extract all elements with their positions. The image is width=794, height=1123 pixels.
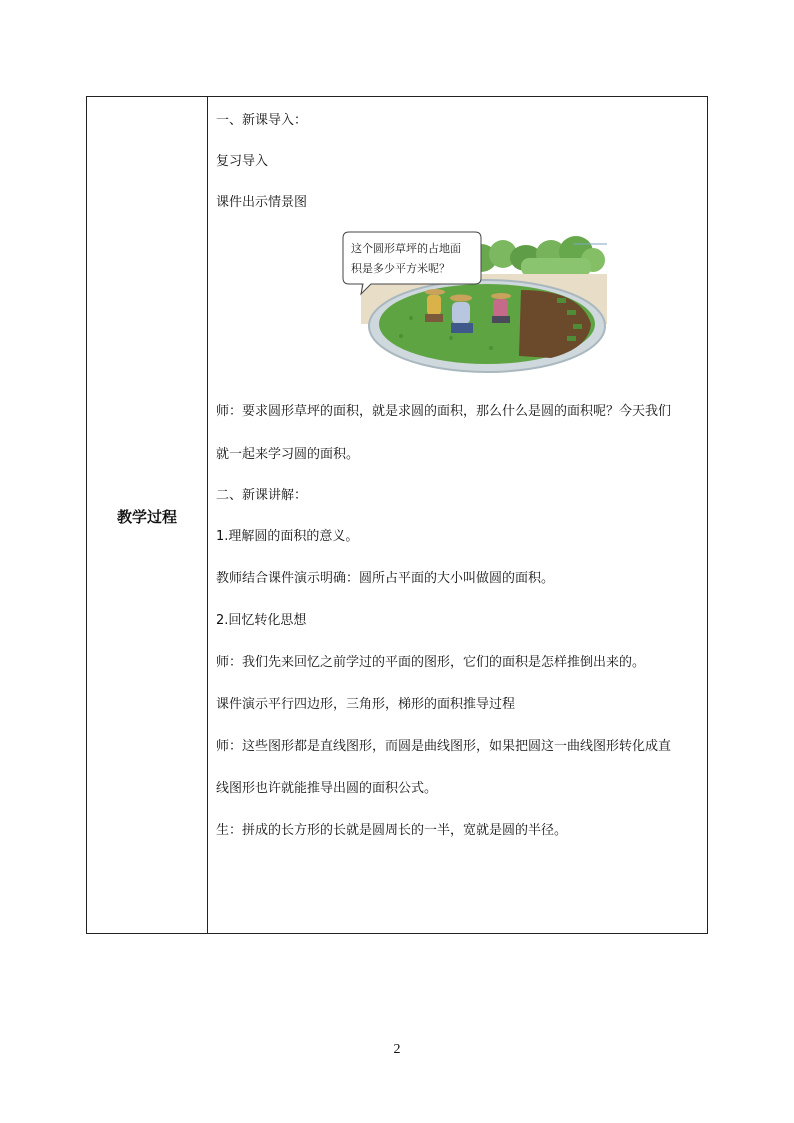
teacher-line-1b: 就一起来学习圆的面积。: [216, 447, 360, 462]
teacher-line-2: 师：我们先来回忆之前学过的平面的图形，它们的面积是怎样推倒出来的。: [216, 655, 646, 670]
row-label: 教学过程: [116, 508, 177, 526]
teacher-line-3a: 师：这些图形都是直线图形，而圆是曲线图形，如果把圆这一曲线图形转化成直: [216, 739, 672, 754]
student-line-1: 生：拼成的长方形的长就是圆周长的一半，宽就是圆的半径。: [216, 823, 568, 838]
lesson-table: [86, 96, 708, 934]
speech-bubble-line-2: 积是多少平方米呢？: [351, 262, 450, 275]
new-lesson-heading: 二、新课讲解：: [216, 488, 308, 503]
review-line: 复习导入: [216, 154, 269, 169]
point-2: 2.回忆转化思想: [216, 613, 307, 628]
teacher-line-1a: 师：要求圆形草坪的面积，就是求圆的面积，那么什么是圆的面积呢？今天我们: [216, 404, 672, 419]
courseware-demo-line: 课件演示平行四边形，三角形，梯形的面积推导过程: [216, 697, 516, 712]
lawn-scene-illustration: [341, 228, 607, 383]
courseware-scene-line: 课件出示情景图: [216, 195, 308, 210]
point-1: 1.理解圆的面积的意义。: [216, 529, 359, 544]
speech-bubble-line-1: 这个圆形草坪的占地面: [351, 242, 461, 255]
teacher-line-3b: 线图形也许就能推导出圆的面积公式。: [216, 781, 438, 796]
intro-heading: 一、新课导入：: [216, 113, 308, 128]
column-divider: [207, 97, 208, 933]
teacher-demo-line: 教师结合课件演示明确：圆所占平面的大小叫做圆的面积。: [216, 571, 555, 586]
page-number: 2: [393, 1042, 401, 1057]
